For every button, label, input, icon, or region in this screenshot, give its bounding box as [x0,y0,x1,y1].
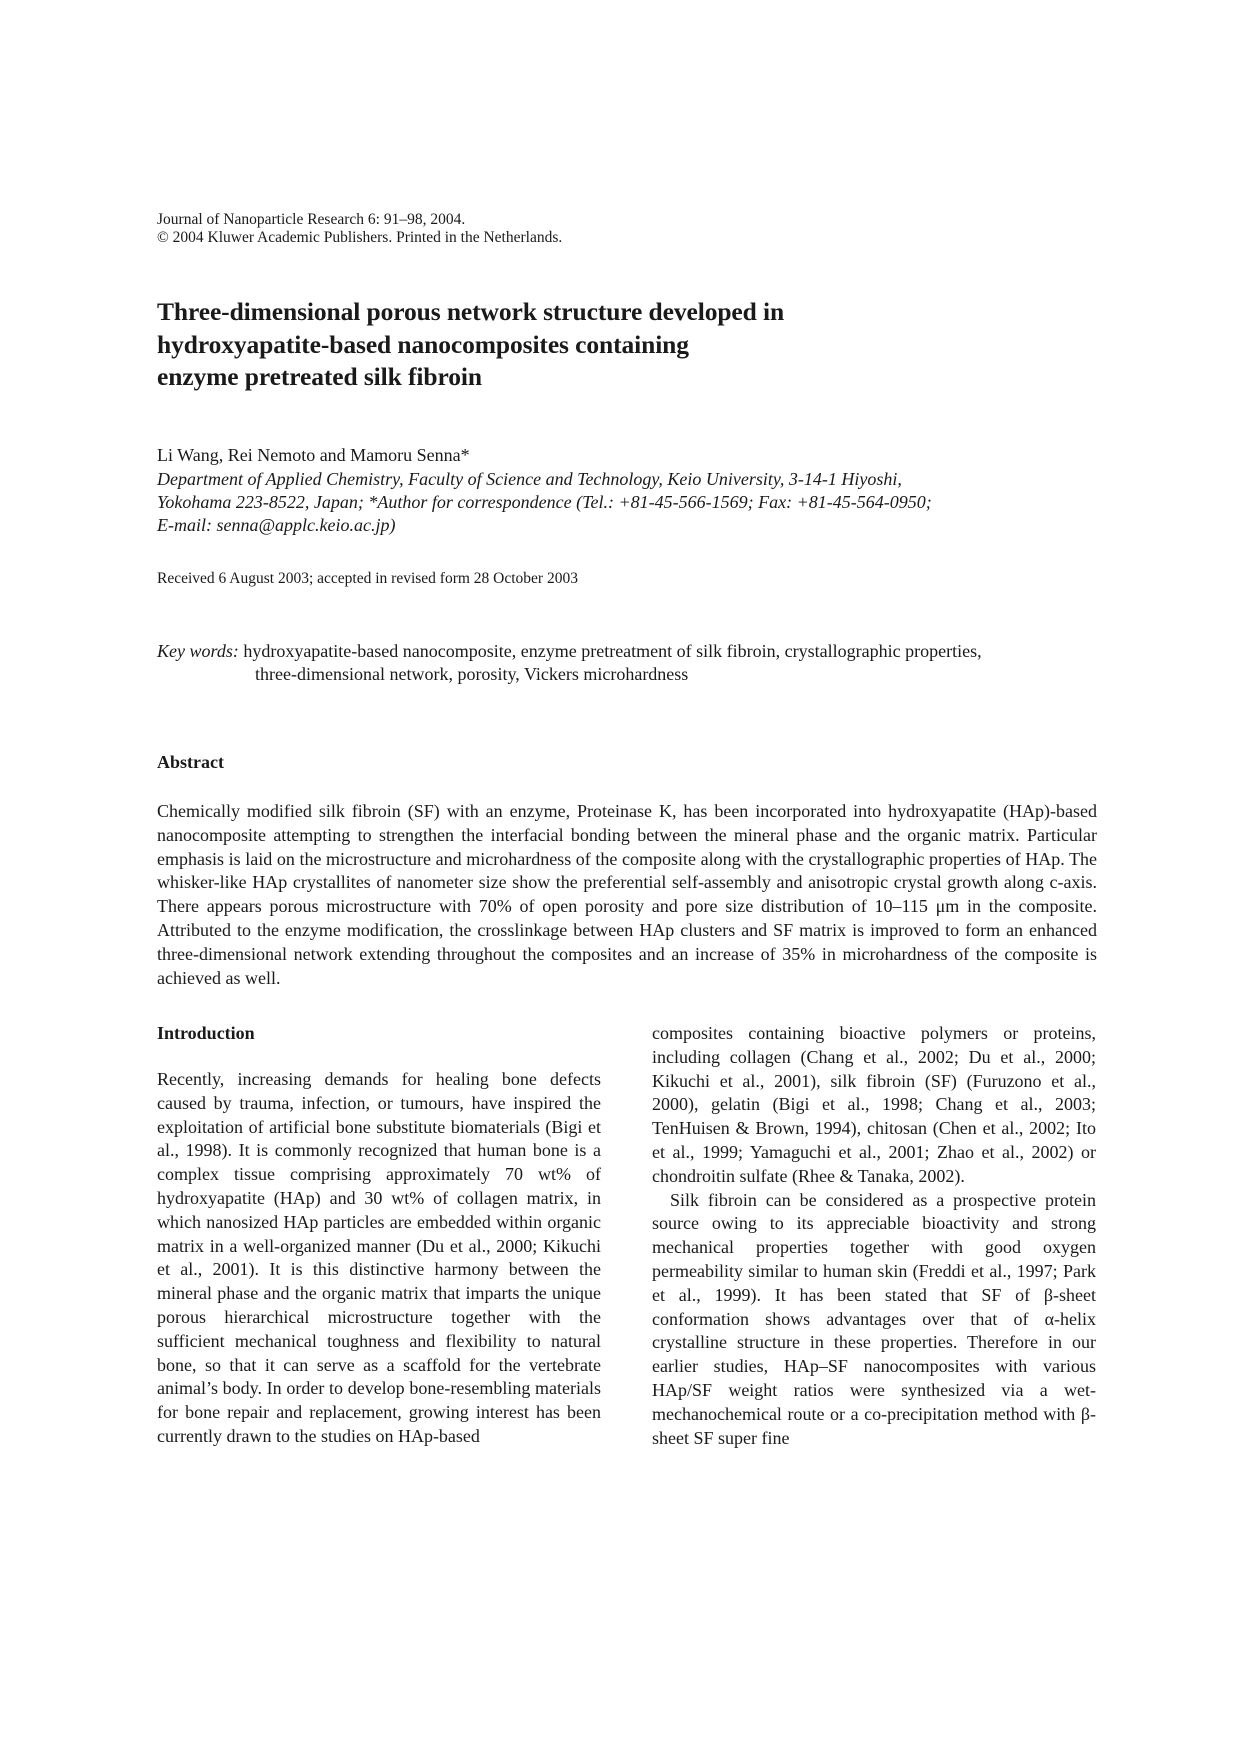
affiliation [157,468,1107,537]
intro-paragraph-3: Silk fibroin can be considered as a prospective protein source owing to its appreciable bioactivity and strong mechanical properties together with good oxygen permeability similar to human skin (Freddi et al., 1997; Park et al., 1999). It has been stated that SF of β-sheet conformation shows advantages over that of α-helix crystalline structure in these properties. Therefore in our earlier studies, HAp–SF nanocomposites with various HAp/SF weight ratios were synthesized via a wet-mechanochemical route or a co-precipitation method with β-sheet SF super fine [652,1189,1096,1448]
abstract-text: Chemically modified silk fibroin (SF) with an enzyme, Proteinase K, has been incorporated into hydroxyapatite (HAp)-based nanocomposite attempting to strengthen the interfacial bonding between the mineral phase and the organic matrix. Particular emphasis is laid on the microstructure and microhardness of the composite along with the crystallographic properties of HAp. The whisker-like HAp crystallites of nanometer size show the preferential self-assembly and anisotropic crystal growth along c-axis. There appears porous microstructure with 70% of open porosity and pore size distribution of 10–115 μm in the composite. Attributed to the enzyme modification, the crosslinkage between HAp clusters and SF matrix is improved to form an enhanced three-dimensional network extending throughout the composites and an increase of 35% in microhardness of the composite is achieved as well. [157,801,1097,988]
journal-line-1: Journal of Nanoparticle Research 6: 91–98, 2004. [157,211,466,228]
keywords-text-2: three-dimensional network, porosity, Vickers microhardness [255,664,689,684]
affiliation-line-3: E-mail: senna@applc.keio.ac.jp) [157,515,396,535]
author-list: Li Wang, Rei Nemoto and Mamoru Senna* [157,445,470,465]
keywords-label: Key words: [157,641,239,661]
received-dates: Received 6 August 2003; accepted in revised form 28 October 2003 [157,570,578,587]
introduction-heading: Introduction [157,1023,255,1043]
abstract-heading: Abstract [157,752,224,772]
title-line-2: hydroxyapatite-based nanocomposites containing [157,329,689,359]
affiliation-line-1: Department of Applied Chemistry, Faculty of Science and Technology, Keio University, 3-14-1 Hiyoshi, [157,469,902,489]
keywords-line-1 [157,640,1097,663]
left-column [157,1022,601,1449]
right-column [652,1022,1096,1450]
affiliation-line-2: Yokohama 223-8522, Japan; *Author for correspondence (Tel.: +81-45-566-1569; Fax: +81-45-564-0950; [157,492,932,512]
intro-paragraph-1: Recently, increasing demands for healing bone defects caused by trauma, infection, or tumours, have inspired the exploitation of artificial bone substitute biomaterials (Bigi et al., 1998). It is commonly recognized that human bone is a complex tissue comprising approximately 70 wt% of hydroxyapatite (HAp) and 30 wt% of collagen matrix, in which nanosized HAp particles are embedded within organic matrix in a well-organized manner (Du et al., 2000; Kikuchi et al., 2001). It is this distinctive harmony between the mineral phase and the organic matrix that imparts the unique porous hierarchical microstructure together with the sufficient mechanical toughness and flexibility to natural bone, so that it can serve as a scaffold for the vertebrate animal’s body. In order to develop bone-resembling materials for bone repair and replacement, growing interest has been currently drawn to the studies on HAp-based [157,1069,601,1446]
title-line-3: enzyme pretreated silk fibroin [157,362,482,391]
intro-paragraph-2: composites containing bioactive polymers or proteins, including collagen (Chang et al., 2002; Du et al., 2000; Kikuchi et al., 2001), silk fibroin (SF) (Furuzono et al., 2000), gelatin (Bigi et al., 1998; Chang et al., 2003; TenHuisen & Brown, 1994), chitosan (Chen et al., 2002; Ito et al., 1999; Yamaguchi et al., 2001; Zhao et al., 2002) or chondroitin sulfate (Rhee & Tanaka, 2002). [652,1023,1096,1186]
keywords-text-1: hydroxyapatite-based nanocomposite, enzyme pretreatment of silk fibroin, crystallographic properties, [243,641,982,661]
paper-title [157,296,1057,394]
keywords [157,640,1097,686]
journal-citation [157,211,562,247]
title-line-1: Three-dimensional porous network structure developed in [157,297,785,326]
journal-line-2: © 2004 Kluwer Academic Publishers. Printed in the Netherlands. [157,229,563,246]
